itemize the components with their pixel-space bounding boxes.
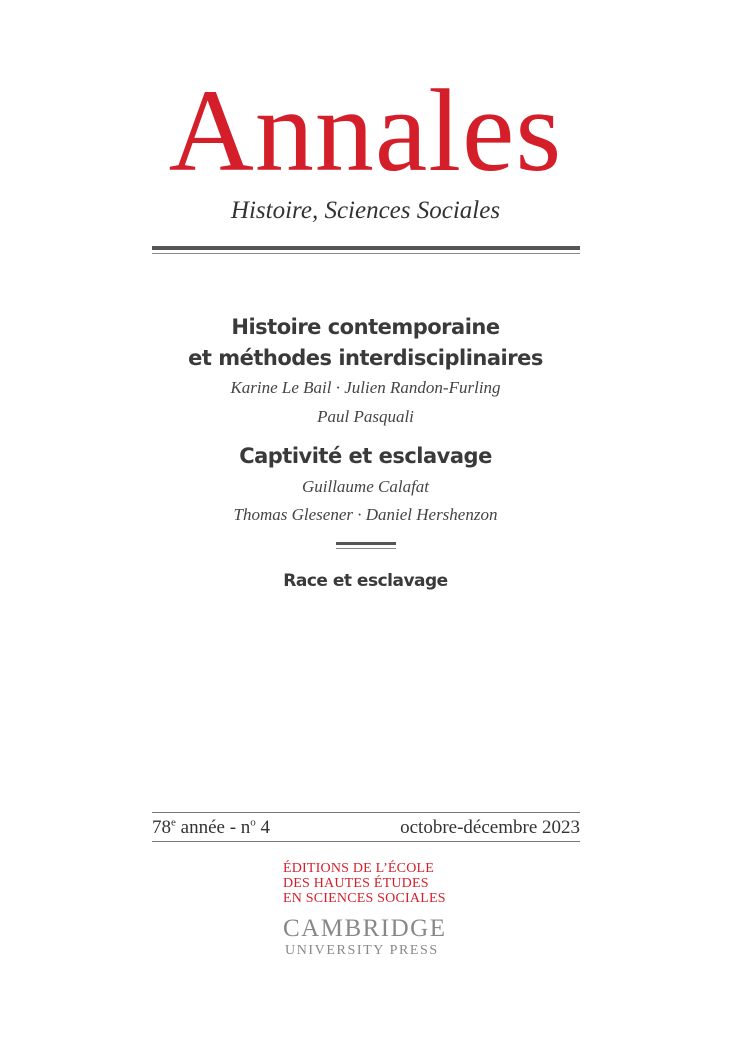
issue-number-suffix: o xyxy=(250,816,256,829)
section-3-heading: Race et esclavage xyxy=(283,571,448,591)
ehess-line-2: DES HAUTES ÉTUDES xyxy=(283,876,429,891)
issue-rule-top xyxy=(152,812,580,813)
masthead-rule-thick xyxy=(152,246,580,250)
ehess-line-1: ÉDITIONS DE L’ÉCOLE xyxy=(283,861,435,876)
issue-year-number xyxy=(152,816,270,840)
section-divider-thin xyxy=(336,548,396,549)
masthead-rule-thin xyxy=(152,253,580,254)
section-1-authors-line-2: Paul Pasquali xyxy=(317,407,414,426)
ehess-line-3: EN SCIENCES SOCIALES xyxy=(283,891,446,906)
section-1-heading-line-1: Histoire contemporaine xyxy=(231,315,500,339)
issue-year-suffix: e xyxy=(171,816,176,829)
section-2-authors-line-1: Guillaume Calafat xyxy=(301,477,430,496)
cambridge-logo-press: UNIVERSITY PRESS xyxy=(285,943,439,958)
section-1-heading-line-2: et méthodes interdisciplinaires xyxy=(188,346,543,370)
section-1-authors-line-1: Karine Le Bail · Julien Randon-Furling xyxy=(230,378,501,397)
section-2-authors-line-2: Thomas Glesener · Daniel Hershenzon xyxy=(233,505,498,524)
issue-year-label: année - n xyxy=(175,817,251,838)
issue-year: 78 xyxy=(152,817,171,838)
issue-number: 4 xyxy=(255,817,271,838)
section-divider-thick xyxy=(336,542,396,545)
section-2-heading: Captivité et esclavage xyxy=(239,444,492,468)
journal-title: Annales xyxy=(168,65,563,196)
issue-date: octobre-décembre 2023 xyxy=(400,817,580,838)
issue-rule-bottom xyxy=(152,841,580,842)
journal-subtitle: Histoire, Sciences Sociales xyxy=(230,197,501,224)
cambridge-logo-name: CAMBRIDGE xyxy=(283,915,447,942)
